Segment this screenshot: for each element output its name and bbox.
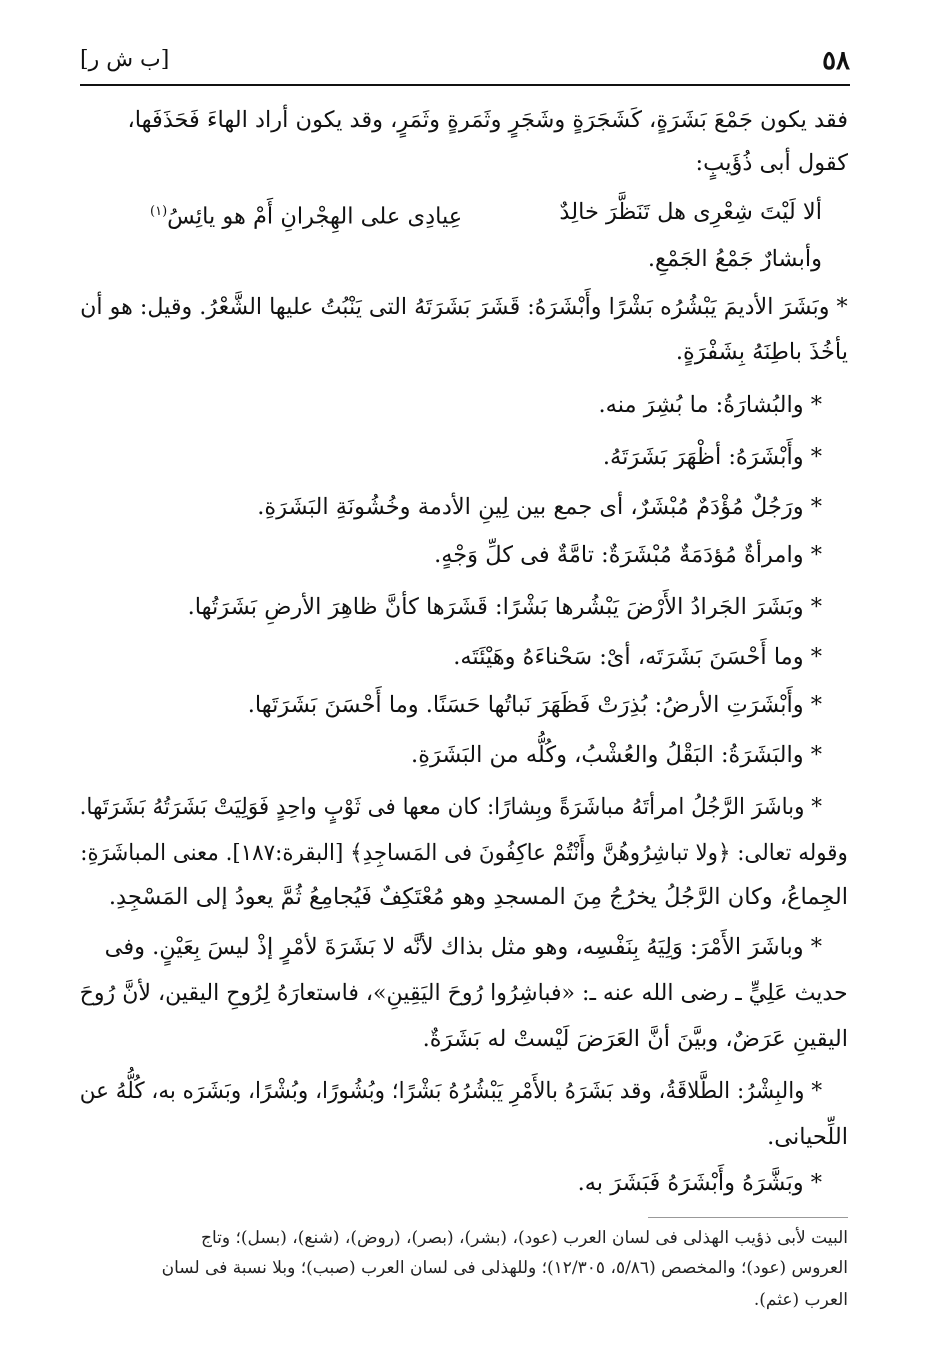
text-line-12: * وأَبْشَرَتِ الأرضُ: بُذِرَتْ فَظَهَرَ نَباتُها حَسَنًا. وما أَحْسَنَ بَشَرَتَها. <box>247 692 822 718</box>
verse-hemistich-2-text: عِيادِى على الهِجْرانِ أَمْ هو يائِسُ <box>167 203 463 230</box>
text-line-10: * وبَشَرَ الجَرادُ الأَرْضَ يَبْشُرها بَشْرًا: قَشَرَها كأنَّ ظاهِرَ الأرضِ بَشَرَتُها. <box>187 594 822 620</box>
text-line-14: * وباشَرَ الرَّجُلُ امرأتَهُ مباشَرَةً وبِشارًا: كان معها فى ثَوْبٍ واحِدٍ فَوَلِيَتْ بَشَرَتُهُ بَشَرَتَها. <box>79 794 822 820</box>
text-line-18: حديث عَلِيٍّ ـ رضى الله عنه ـ: «فباشِرُوا رُوحَ اليَقِينِ»، فاستعارَهُ لِرُوحِ اليقين، لأنَّ رُوحَ <box>80 980 848 1006</box>
footnote-marker: (١) <box>150 204 168 219</box>
text-line-2: كقول أبى ذُؤَيبٍ: <box>695 150 848 176</box>
footnote-line-2: العروس (عود)؛ والمخصص (٥/٨٦، ١٢/٣٠٥)؛ وللهذلى فى لسان العرب (صبب)؛ وبلا نسبة فى لسان <box>161 1258 848 1278</box>
verse-hemistich-1: ألا لَيْتَ شِعْرِى هل تَنَظَّرَ خالِدٌ <box>559 199 822 225</box>
entry-root-header: [ب ش ر] <box>80 47 170 72</box>
header-rule <box>80 84 850 86</box>
text-line-22: * وبَشَّرَهُ وأَبْشَرَهُ فَبَشَرَ به. <box>577 1170 822 1196</box>
text-line-1: فقد يكون جَمْعَ بَشَرَةٍ، كَشَجَرَةٍ وشَجَرٍ وثَمَرةٍ وثَمَرٍ، وقد يكون أراد الهاءَ فَحَذَفَها، <box>127 107 848 133</box>
text-line-11: * وما أَحْسَنَ بَشَرَتَه، أىْ: سَحْناءَهُ وهَيْئَتَه. <box>453 644 822 670</box>
footnote-line-3: العرب (عثم). <box>753 1290 848 1310</box>
page-number: ٥٨ <box>822 46 850 76</box>
text-line-19: اليقينِ عَرَضٌ، وبيَّنَ أنَّ العَرَضَ لَيْستْ له بَشَرَةٌ. <box>422 1026 848 1052</box>
text-line-9: * وامرأةٌ مُؤدَمَةٌ مُبْشَرَةٌ: تامَّةٌ فى كلِّ وَجْهٍ. <box>434 542 822 568</box>
footnote-rule <box>648 1217 848 1218</box>
text-line-5: يأخُذَ باطِنَهُ بِشَفْرَةٍ. <box>675 339 848 365</box>
text-line-7: * وأَبْشَرَهُ: أظْهَرَ بَشَرَتَهُ. <box>602 444 822 470</box>
text-line-8: * ورَجُلٌ مُؤْدَمٌ مُبْشَرٌ، أى جمع بين لِينِ الأدمة وخُشُونَةِ البَشَرَةِ. <box>257 494 822 520</box>
text-line-21: اللِّحيانى. <box>767 1124 848 1150</box>
text-line-15: وقوله تعالى: ﴿ولا تباشِرُوهُنَّ وأَنْتُمْ عاكِفُونَ فى المَساجِدِ﴾ [البقرة:١٨٧]. معنى المباشَرَةِ: <box>80 840 848 866</box>
text-line-13: * والبَشَرَةُ: البَقْلُ والعُشْبُ، وكُلُّه من البَشَرَةِ. <box>411 742 822 768</box>
text-line-16: الجِماعُ، وكان الرَّجُلُ يخرُجُ مِنَ المسجدِ وهو مُعْتَكِفٌ فَيُجامِعُ ثُمَّ يعودُ إلى المَسْجِدِ. <box>108 884 848 910</box>
footnote-line-1: البيت لأبى ذؤيب الهذلى فى لسان العرب (عود)، (بشر)، (بصر)، (روض)، (شنع)، (بسل)؛ وتاج <box>200 1228 848 1248</box>
text-line-4: * وبَشَرَ الأديمَ يَبْشُرُه بَشْرًا وأَبْشَرَهُ: قَشَرَ بَشَرَتَهُ التى يَنْبُتُ عليها الشَّعْرُ. وقيل: هو أن <box>80 294 848 320</box>
text-line-17: * وباشَرَ الأَمْرَ: وَلِيَهُ بِنَفْسِه، وهو مثل بذاك لأنَّه لا بَشَرَةَ لأمْرٍ إذْ ليسَ بِعَيْنٍ. وفى <box>104 934 822 960</box>
verse-hemistich-2 <box>150 197 462 232</box>
text-line-20: * والبِشْرُ: الطَّلاقَةُ، وقد بَشَرَهُ بالأَمْرِ يَبْشُرُهُ بَشْرًا؛ وبُشُورًا، وبُشْرًا، وبَشَرَه به، كُلُّهُ عن <box>79 1078 822 1104</box>
text-line-3: وأبشارٌ جَمْعُ الجَمْعِ. <box>647 246 822 272</box>
text-line-6: * والبُشارَةُ: ما بُشِرَ منه. <box>598 392 822 418</box>
